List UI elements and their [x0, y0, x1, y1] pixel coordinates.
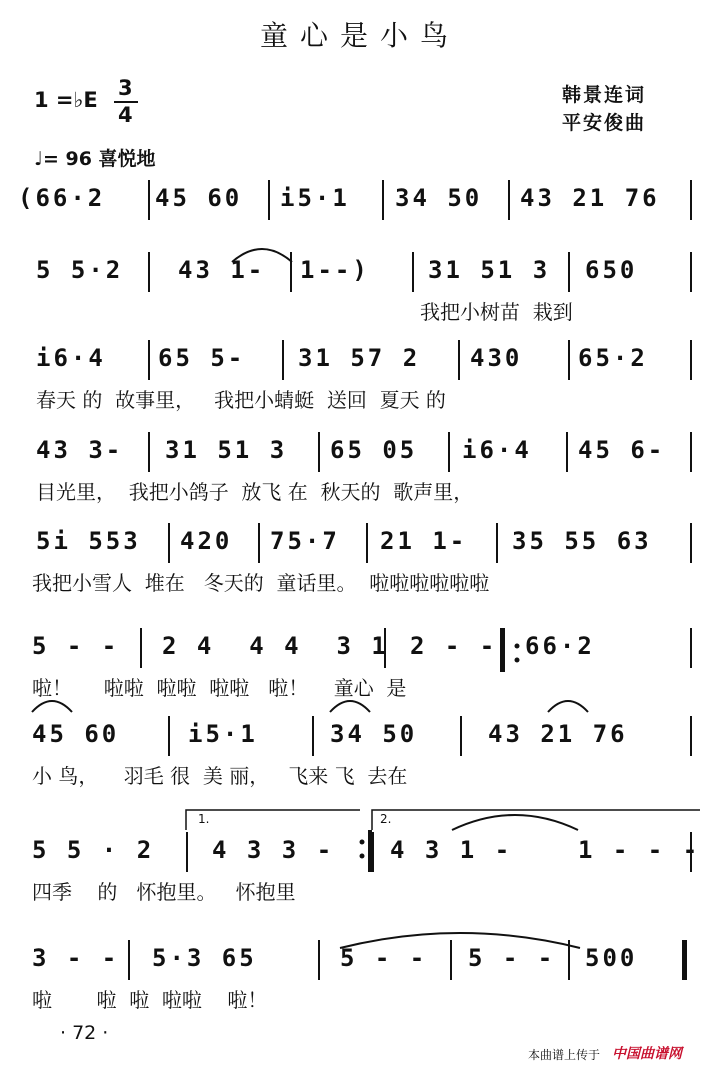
- note-group: 43 1-: [178, 256, 266, 284]
- note-group: 35 55 63: [512, 527, 652, 555]
- lyric-line: 四季 的 怀抱里。 怀抱里: [32, 880, 296, 904]
- note-group: 1--): [300, 256, 370, 284]
- note-group: (66·2: [18, 184, 106, 212]
- note-group: 43 3-: [36, 436, 124, 464]
- note-group: 45 60: [32, 720, 120, 748]
- slur-arc: [232, 249, 292, 262]
- repeat-dot: [515, 644, 520, 649]
- lyric-line: 目光里， 我把小鸽子 放飞 在 秋天的 歌声里，: [36, 480, 474, 504]
- note-group: 2 - -: [410, 632, 498, 660]
- note-group: 5 - -: [340, 944, 428, 972]
- note-group: 5·3 65: [152, 944, 257, 972]
- note-group: 31 57 2: [298, 344, 421, 372]
- note-group: 650: [585, 256, 638, 284]
- note-group: 420: [180, 527, 233, 555]
- note-group: 45 60: [155, 184, 243, 212]
- site-logo: 中国曲谱网: [612, 1046, 682, 1062]
- lyric-line: 我把小雪人 堆在 冬天的 童话里。 啦啦啦啦啦啦: [32, 571, 490, 595]
- note-group: 21 1-: [380, 527, 468, 555]
- lyricist-credit: 韩景连词: [562, 84, 647, 106]
- footer-credit: 本曲谱上传于: [528, 1048, 601, 1062]
- lyric-line: 小 鸟， 羽毛 很 美 丽， 飞来 飞 去在: [32, 764, 408, 788]
- lyric-line: 啦！ 啦啦 啦啦 啦啦 啦！ 童心 是: [32, 676, 407, 700]
- volta-1-bracket: [186, 810, 360, 830]
- note-group: 65·2: [578, 344, 648, 372]
- note-group: 2 4 4 4 3 1: [162, 632, 389, 660]
- slur-arc: [330, 701, 370, 712]
- note-group: i5·1: [280, 184, 350, 212]
- time-signature-bottom: 4: [118, 103, 133, 127]
- lyric-line: 我把小树苗 栽到: [420, 300, 573, 324]
- note-group: 66·2: [525, 632, 595, 660]
- song-title: 童心是小鸟: [259, 19, 460, 52]
- tempo-marking: ♩= 96 喜悦地: [34, 148, 156, 170]
- note-group: 4 3 3 -: [212, 836, 335, 864]
- volta-2-label: 2.: [380, 812, 392, 826]
- time-signature-top: 3: [118, 76, 133, 100]
- note-group: i6·4: [36, 344, 106, 372]
- note-group: 5 5 · 2: [32, 836, 155, 864]
- note-group: 43 21 76: [520, 184, 660, 212]
- note-group: 31 51 3: [428, 256, 551, 284]
- slur-arc: [32, 701, 72, 712]
- note-group: 31 51 3: [165, 436, 288, 464]
- repeat-dot: [360, 840, 365, 845]
- note-group: 65 5-: [158, 344, 246, 372]
- volta-2-bracket: [372, 810, 700, 830]
- note-group: 500: [585, 944, 638, 972]
- slur-arc: [340, 933, 580, 948]
- note-group: 45 6-: [578, 436, 666, 464]
- slur-arc: [452, 815, 578, 830]
- note-group: 34 50: [330, 720, 418, 748]
- note-group: 5 - -: [32, 632, 120, 660]
- repeat-dot: [515, 658, 520, 663]
- slur-arc: [548, 701, 588, 712]
- note-group: 34 50: [395, 184, 483, 212]
- note-group: 430: [470, 344, 523, 372]
- note-group: 5 - -: [468, 944, 556, 972]
- note-group: 75·7: [270, 527, 340, 555]
- page-number: · 72 ·: [60, 1022, 109, 1044]
- repeat-dot: [360, 854, 365, 859]
- key-signature: 1 =♭E: [34, 88, 98, 112]
- note-group: 1 - - -: [578, 836, 701, 864]
- note-group: 4 3 1 -: [390, 836, 513, 864]
- note-group: i6·4: [462, 436, 532, 464]
- composer-credit: 平安俊曲: [562, 112, 647, 134]
- note-group: 65 05: [330, 436, 418, 464]
- lyric-line: 春天 的 故事里， 我把小蜻蜓 送回 夏天 的: [36, 388, 446, 412]
- lyric-line: 啦 啦 啦 啦啦 啦！: [32, 988, 268, 1012]
- note-group: 3 - -: [32, 944, 120, 972]
- volta-1-label: 1.: [198, 812, 210, 826]
- note-group: 43 21 76: [488, 720, 628, 748]
- note-group: i5·1: [188, 720, 258, 748]
- note-group: 5 5·2: [36, 256, 124, 284]
- note-group: 5i 553: [36, 527, 141, 555]
